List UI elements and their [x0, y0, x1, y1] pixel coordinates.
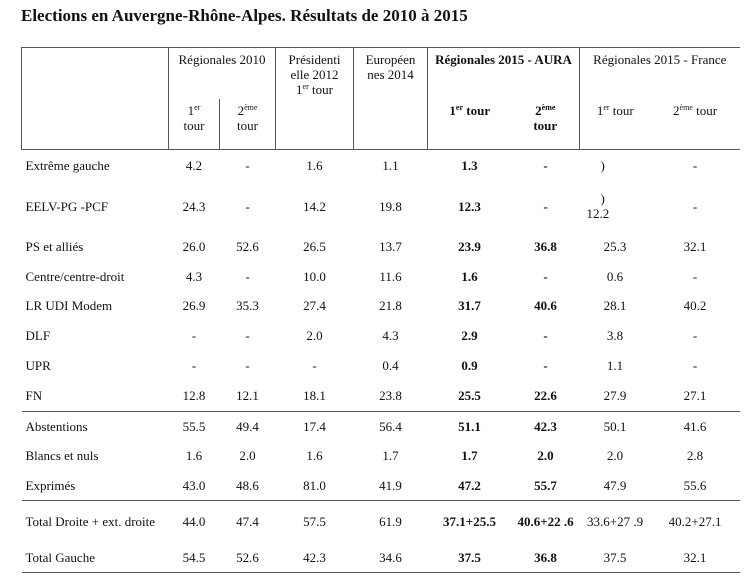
- header-france-t1: [580, 99, 651, 150]
- value-text: 19.8: [379, 198, 402, 214]
- row-value: [220, 321, 276, 350]
- header-2010-t2-num: 2: [237, 103, 245, 119]
- header-presidentielle-2012: [276, 48, 354, 150]
- value-text: 37.5: [458, 549, 481, 565]
- table-body: [22, 150, 740, 573]
- value-text: -: [245, 358, 250, 374]
- row-value: [220, 411, 276, 440]
- table-row: [22, 500, 740, 542]
- header-aura-t2-num: 2: [535, 103, 542, 119]
- value-text: ): [600, 191, 605, 207]
- row-value: [276, 180, 354, 232]
- value-text: 35.3: [236, 298, 259, 314]
- row-value: [276, 500, 354, 542]
- row-value: [651, 261, 740, 290]
- row-value: [354, 150, 428, 180]
- value-text: 42.3: [303, 549, 326, 565]
- row-value: [169, 291, 220, 321]
- value-text: 27.1: [683, 388, 707, 404]
- value-text: 52.6: [236, 239, 259, 255]
- value-text: 1.7: [382, 447, 399, 463]
- row-value: [651, 411, 740, 440]
- header-aura-t2: [512, 99, 580, 150]
- header-presidentielle-tour: tour: [308, 82, 333, 97]
- row-value: [512, 180, 580, 232]
- row-value: [428, 180, 512, 232]
- header-regionales-2015-aura: Régionales 2015 - AURA: [428, 48, 580, 100]
- value-text: 1.1: [382, 157, 399, 173]
- value-text: -: [692, 157, 698, 173]
- value-extra: 12.2: [586, 206, 610, 222]
- row-value: [169, 150, 220, 180]
- row-value: [169, 542, 220, 573]
- header-france-t2-num: 2: [673, 103, 680, 119]
- row-label: Exprimés: [25, 477, 76, 493]
- row-value: [276, 291, 354, 321]
- row-label: FN: [25, 388, 43, 404]
- value-text: -: [692, 328, 698, 344]
- value-text: 42.3: [534, 418, 557, 434]
- row-value: [354, 321, 428, 350]
- row-value: [428, 411, 512, 440]
- row-label: LR UDI Modem: [25, 298, 113, 314]
- row-value: [354, 500, 428, 542]
- value-text: 48.6: [236, 477, 259, 493]
- header-2010-t1-num: 1: [187, 103, 195, 119]
- row-value: [354, 441, 428, 470]
- value-text: 1.6: [185, 447, 203, 463]
- row-value: [512, 351, 580, 381]
- row-value: [580, 261, 651, 290]
- row-value: [276, 321, 354, 350]
- header-aura-t2-sup: ème: [541, 103, 556, 113]
- value-text: 50.1: [603, 418, 627, 434]
- value-text: 32.1: [683, 549, 707, 565]
- header-france-t1-tour: tour: [612, 103, 634, 119]
- table-row: [22, 542, 740, 573]
- row-label: EELV-PG -PCF: [25, 198, 108, 214]
- row-value: [354, 291, 428, 321]
- row-value: [651, 381, 740, 411]
- row-value: [276, 542, 354, 573]
- header-regionales-2010: Régionales 2010: [169, 48, 276, 100]
- table-row: [22, 470, 740, 500]
- row-value: [354, 261, 428, 290]
- value-text: 4.3: [382, 328, 399, 344]
- row-value: [580, 441, 651, 470]
- header-2010-t2-sup: ème: [244, 103, 258, 113]
- row-value: [580, 321, 651, 350]
- table-row: [22, 381, 740, 411]
- value-text: 40.2+27.1: [668, 513, 722, 529]
- value-text: -: [692, 198, 698, 214]
- value-text: 25.5: [458, 388, 481, 404]
- value-text: -: [543, 157, 548, 173]
- value-text: 57.5: [303, 513, 326, 529]
- row-value: [220, 150, 276, 180]
- value-text: 2.0: [306, 328, 323, 344]
- row-value: [169, 411, 220, 440]
- row-value: [428, 291, 512, 321]
- value-text: 2.0: [537, 447, 554, 463]
- table-row: [22, 150, 740, 180]
- row-value: [169, 232, 220, 261]
- value-text: 1.3: [461, 157, 478, 173]
- row-value: [220, 351, 276, 381]
- value-text: -: [245, 328, 250, 344]
- row-label: Centre/centre-droit: [25, 268, 125, 284]
- row-value: [512, 150, 580, 180]
- header-france-t1-sup: er: [603, 103, 610, 113]
- value-text: 40.6: [534, 298, 557, 314]
- value-text: 21.8: [379, 298, 402, 314]
- row-value: [276, 232, 354, 261]
- row-value: [276, 441, 354, 470]
- row-value: [512, 381, 580, 411]
- row-value: [651, 180, 740, 232]
- value-text: 1.6: [306, 157, 323, 173]
- table-row: [22, 232, 740, 261]
- value-text: 27.4: [303, 298, 326, 314]
- results-table: [21, 47, 740, 573]
- value-text: 81.0: [303, 477, 326, 493]
- table-row: [22, 441, 740, 470]
- value-text: -: [543, 268, 548, 284]
- row-value: [428, 441, 512, 470]
- value-text: 33.6+27 .9: [586, 513, 644, 529]
- row-value: [276, 150, 354, 180]
- row-value: [354, 542, 428, 573]
- row-value: [220, 261, 276, 290]
- row-value: [428, 321, 512, 350]
- row-value: [512, 261, 580, 290]
- row-value: [220, 180, 276, 232]
- row-label: Extrême gauche: [22, 150, 169, 180]
- value-text: 11.6: [379, 268, 402, 284]
- row-value: [428, 351, 512, 381]
- value-text: 52.6: [236, 549, 259, 565]
- value-text: 2.8: [686, 447, 704, 463]
- value-text: 23.8: [379, 388, 402, 404]
- row-label: Abstentions: [22, 411, 169, 440]
- table-row: [22, 180, 740, 232]
- value-text: 44.0: [182, 513, 206, 529]
- row-value: [428, 381, 512, 411]
- row-value: [580, 381, 651, 411]
- row-value: [580, 351, 651, 381]
- value-text: 28.1: [603, 298, 627, 314]
- row-value: [512, 441, 580, 470]
- header-presidentielle-round-sup: er: [302, 82, 309, 91]
- value-text: 34.6: [379, 549, 402, 565]
- table-row: [22, 321, 740, 350]
- row-value: [512, 321, 580, 350]
- row-value: [512, 500, 580, 542]
- row-value: [580, 542, 651, 573]
- value-text: 4.2: [185, 157, 203, 173]
- header-aura-t1-num: 1: [449, 103, 456, 119]
- row-value: [651, 542, 740, 573]
- row-value: [580, 470, 651, 500]
- value-text: 43.0: [182, 477, 206, 493]
- header-presidentielle-label: Présidenti elle 2012: [288, 52, 341, 82]
- row-value: [169, 351, 220, 381]
- row-value: [220, 500, 276, 542]
- row-value: [512, 470, 580, 500]
- value-text: -: [543, 358, 548, 374]
- row-value: [169, 470, 220, 500]
- row-value: [651, 291, 740, 321]
- row-value: [651, 150, 740, 180]
- value-text: 3.8: [606, 328, 624, 344]
- row-value: [428, 261, 512, 290]
- row-value: [354, 232, 428, 261]
- value-text: 1.7: [461, 447, 478, 463]
- value-text: 10.0: [303, 268, 326, 284]
- value-text: -: [312, 358, 317, 374]
- value-text: 0.9: [461, 358, 478, 374]
- row-value: [220, 441, 276, 470]
- value-text: 27.9: [603, 388, 627, 404]
- value-text: 31.7: [458, 298, 481, 314]
- value-text: 36.8: [534, 239, 557, 255]
- header-france-t2: [651, 99, 740, 150]
- value-text: 36.8: [534, 549, 557, 565]
- row-label: PS et alliés: [25, 239, 84, 255]
- table-row: [22, 291, 740, 321]
- value-text: 12.8: [182, 388, 206, 404]
- value-text: 55.5: [182, 418, 206, 434]
- table-row: [22, 411, 740, 440]
- value-text: 26.0: [182, 239, 206, 255]
- value-text: -: [543, 198, 548, 214]
- header-aura-t1-sup: er: [455, 103, 464, 113]
- value-text: 49.4: [236, 418, 259, 434]
- value-text: 26.9: [182, 298, 206, 314]
- value-text: 40.2: [683, 298, 707, 314]
- value-text: 51.1: [458, 418, 481, 434]
- value-text: 55.6: [683, 477, 707, 493]
- value-text: -: [191, 358, 197, 374]
- row-label: Total Droite + ext. droite: [22, 500, 169, 542]
- value-text: 13.7: [379, 239, 402, 255]
- row-label: DLF: [25, 328, 51, 344]
- header-2010-t1: [169, 99, 220, 150]
- row-value: [169, 500, 220, 542]
- row-value: [354, 381, 428, 411]
- row-value: [220, 470, 276, 500]
- row-value: [220, 232, 276, 261]
- header-2010-t2-tour: tour: [237, 118, 258, 134]
- value-text: -: [245, 268, 250, 284]
- header-regionales-2015-france: Régionales 2015 - France: [580, 48, 740, 100]
- header-2010-t1-sup: er: [194, 103, 201, 113]
- value-text: 47.2: [458, 477, 481, 493]
- value-text: 17.4: [303, 418, 326, 434]
- header-europeennes-2014: Européen nes 2014: [354, 48, 428, 150]
- header-aura-t2-tour: tour: [533, 118, 558, 134]
- header-row-1: [22, 48, 740, 100]
- value-text: 37.1+25.5: [443, 513, 496, 529]
- header-presidentielle-round: 1: [296, 82, 303, 97]
- value-text: 25.3: [603, 239, 627, 255]
- row-label: Total Gauche: [22, 542, 169, 573]
- row-value: [428, 542, 512, 573]
- row-value: [428, 150, 512, 180]
- row-value: [651, 500, 740, 542]
- row-value: [651, 232, 740, 261]
- row-value: [169, 261, 220, 290]
- row-value: [580, 180, 651, 232]
- value-text: -: [692, 268, 698, 284]
- row-value: [276, 351, 354, 381]
- value-text: 61.9: [379, 513, 402, 529]
- row-label: UPR: [25, 358, 51, 374]
- header-2010-t2: [220, 99, 276, 150]
- value-text: 26.5: [303, 239, 326, 255]
- header-corner: [22, 48, 169, 100]
- value-text: 24.3: [182, 198, 206, 214]
- value-text: 12.1: [236, 388, 259, 404]
- row-value: [512, 542, 580, 573]
- row-value: [651, 351, 740, 381]
- header-aura-t1-tour: tour: [466, 103, 491, 119]
- value-text: 14.2: [303, 198, 326, 214]
- row-value: [512, 411, 580, 440]
- value-text: 37.5: [603, 549, 627, 565]
- value-text: 0.6: [606, 268, 624, 284]
- row-value: [580, 500, 651, 542]
- value-text: -: [543, 328, 548, 344]
- row-value: [354, 351, 428, 381]
- row-value: [276, 411, 354, 440]
- row-value: [428, 232, 512, 261]
- value-text: 47.9: [603, 477, 627, 493]
- value-text: 23.9: [458, 239, 481, 255]
- table-row: [22, 351, 740, 381]
- value-text: 1.1: [606, 358, 624, 374]
- row-value: [354, 180, 428, 232]
- header-label-cell: [22, 99, 169, 150]
- value-text: 56.4: [379, 418, 402, 434]
- value-text: -: [692, 358, 698, 374]
- row-value: [276, 381, 354, 411]
- row-value: [512, 232, 580, 261]
- row-value: [651, 321, 740, 350]
- header-2010-t1-tour: tour: [183, 118, 205, 134]
- value-text: 40.6+22 .6: [517, 513, 574, 529]
- row-value: [169, 381, 220, 411]
- value-text: 2.0: [239, 447, 256, 463]
- row-value: [220, 381, 276, 411]
- value-text: 22.6: [534, 388, 557, 404]
- value-text: 4.3: [185, 268, 203, 284]
- row-value: [169, 441, 220, 470]
- header-france-t1-num: 1: [596, 103, 604, 119]
- value-text: -: [191, 328, 197, 344]
- value-text: 1.6: [306, 447, 323, 463]
- value-text: 2.0: [606, 447, 624, 463]
- value-text: -: [245, 198, 250, 214]
- page-title: Elections en Auvergne-Rhône-Alpes. Résultats de 2010 à 2015: [21, 6, 468, 25]
- table-row: [22, 261, 740, 290]
- row-value: [651, 441, 740, 470]
- value-text: 41.9: [379, 477, 402, 493]
- value-text: ): [600, 157, 605, 173]
- row-value: [354, 411, 428, 440]
- header-france-t2-sup: ème: [679, 103, 693, 113]
- row-value: [276, 470, 354, 500]
- header-france-t2-tour: tour: [696, 103, 718, 119]
- row-value: [580, 411, 651, 440]
- row-value: [651, 470, 740, 500]
- value-text: 47.4: [236, 513, 259, 529]
- value-text: 0.4: [382, 358, 399, 374]
- row-value: [580, 232, 651, 261]
- value-text: 1.6: [461, 268, 478, 284]
- row-value: [580, 291, 651, 321]
- row-value: [169, 180, 220, 232]
- row-value: [276, 261, 354, 290]
- row-value: [428, 500, 512, 542]
- row-value: [220, 291, 276, 321]
- row-value: [354, 470, 428, 500]
- value-text: 54.5: [182, 549, 206, 565]
- value-text: 12.3: [458, 198, 481, 214]
- header-aura-t1: [428, 99, 512, 150]
- row-value: [169, 321, 220, 350]
- value-text: 41.6: [683, 418, 707, 434]
- row-value: [428, 470, 512, 500]
- value-text: 32.1: [683, 239, 707, 255]
- row-value: [220, 542, 276, 573]
- row-label: Blancs et nuls: [25, 447, 99, 463]
- value-text: 2.9: [461, 328, 478, 344]
- value-text: 18.1: [303, 388, 326, 404]
- row-value: [580, 150, 651, 180]
- value-text: 55.7: [534, 477, 557, 493]
- value-text: -: [245, 157, 250, 173]
- row-value: [512, 291, 580, 321]
